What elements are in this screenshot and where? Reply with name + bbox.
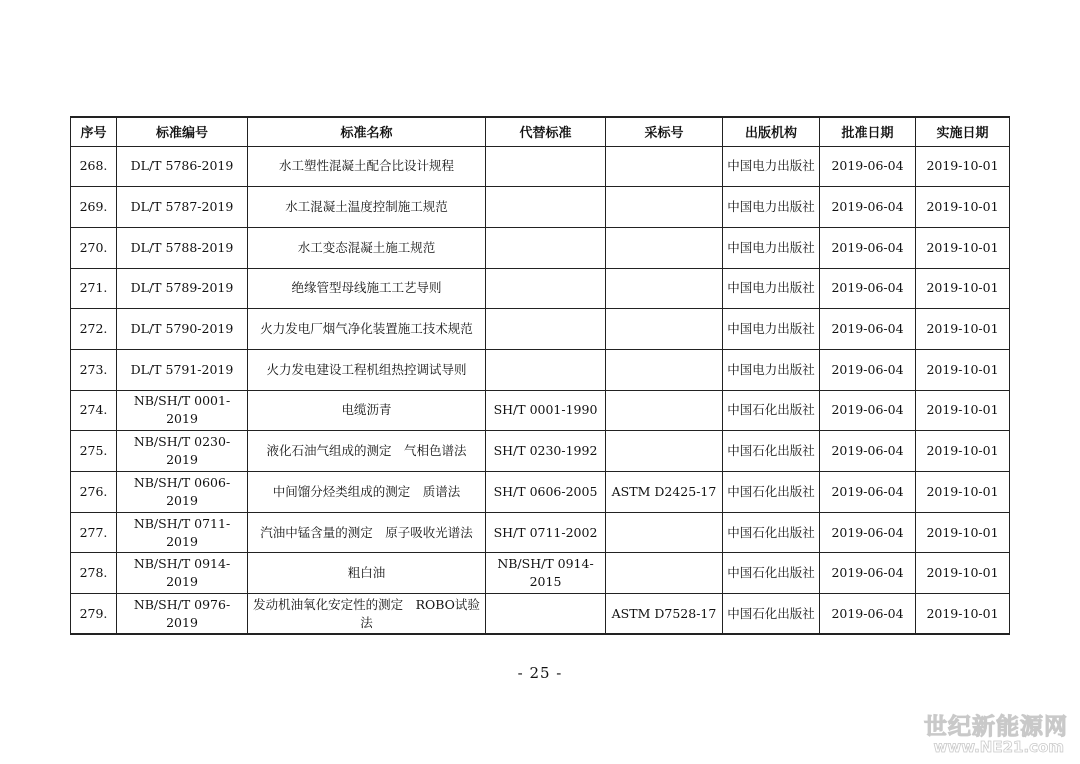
cell-serial: 279. — [71, 594, 117, 635]
watermark-logo — [910, 708, 1068, 756]
cell-code: DL/T 5786-2019 — [117, 146, 248, 187]
cell-effective: 2019-10-01 — [916, 309, 1010, 350]
table-row — [71, 594, 1010, 635]
cell-name: 水工混凝土温度控制施工规范 — [248, 187, 486, 228]
cell-effective: 2019-10-01 — [916, 431, 1010, 472]
cell-code: DL/T 5791-2019 — [117, 349, 248, 390]
cell-approved: 2019-06-04 — [820, 187, 916, 228]
cell-adopted — [606, 512, 723, 553]
cell-approved: 2019-06-04 — [820, 268, 916, 309]
cell-publisher: 中国石化出版社 — [723, 512, 820, 553]
cell-name: 水工变态混凝土施工规范 — [248, 227, 486, 268]
cell-effective: 2019-10-01 — [916, 268, 1010, 309]
table-row — [71, 472, 1010, 513]
cell-effective: 2019-10-01 — [916, 146, 1010, 187]
cell-code: NB/SH/T 0976-2019 — [117, 594, 248, 635]
cell-approved: 2019-06-04 — [820, 512, 916, 553]
cell-adopted — [606, 553, 723, 594]
table-row — [71, 431, 1010, 472]
table-header-row — [71, 117, 1010, 146]
cell-adopted: ASTM D2425-17 — [606, 472, 723, 513]
cell-name: 电缆沥青 — [248, 390, 486, 431]
cell-serial: 271. — [71, 268, 117, 309]
cell-approved: 2019-06-04 — [820, 227, 916, 268]
cell-replaces: SH/T 0001-1990 — [486, 390, 606, 431]
cell-publisher: 中国电力出版社 — [723, 309, 820, 350]
cell-publisher: 中国石化出版社 — [723, 553, 820, 594]
cell-replaces — [486, 309, 606, 350]
cell-name: 粗白油 — [248, 553, 486, 594]
cell-adopted: ASTM D7528-17 — [606, 594, 723, 635]
cell-publisher: 中国电力出版社 — [723, 146, 820, 187]
cell-code: DL/T 5789-2019 — [117, 268, 248, 309]
cell-publisher: 中国电力出版社 — [723, 187, 820, 228]
cell-approved: 2019-06-04 — [820, 431, 916, 472]
cell-name: 火力发电厂烟气净化装置施工技术规范 — [248, 309, 486, 350]
table-row — [71, 227, 1010, 268]
cell-name: 火力发电建设工程机组热控调试导则 — [248, 349, 486, 390]
cell-publisher: 中国电力出版社 — [723, 268, 820, 309]
cell-approved: 2019-06-04 — [820, 553, 916, 594]
table-row — [71, 187, 1010, 228]
cell-publisher: 中国电力出版社 — [723, 349, 820, 390]
standards-table — [70, 116, 1010, 635]
cell-publisher: 中国石化出版社 — [723, 431, 820, 472]
cell-approved: 2019-06-04 — [820, 390, 916, 431]
cell-name: 绝缘管型母线施工工艺导则 — [248, 268, 486, 309]
cell-serial: 274. — [71, 390, 117, 431]
header-code: 标准编号 — [117, 117, 248, 146]
cell-replaces: SH/T 0230-1992 — [486, 431, 606, 472]
header-approved: 批准日期 — [820, 117, 916, 146]
cell-serial: 273. — [71, 349, 117, 390]
cell-replaces: NB/SH/T 0914-2015 — [486, 553, 606, 594]
table-row — [71, 349, 1010, 390]
cell-serial: 276. — [71, 472, 117, 513]
watermark-url: www.NE21.com — [933, 738, 1064, 756]
cell-replaces: SH/T 0606-2005 — [486, 472, 606, 513]
cell-code: DL/T 5787-2019 — [117, 187, 248, 228]
cell-adopted — [606, 268, 723, 309]
cell-replaces — [486, 594, 606, 635]
cell-approved: 2019-06-04 — [820, 472, 916, 513]
table-row — [71, 309, 1010, 350]
cell-name: 发动机油氧化安定性的测定 ROBO试验法 — [248, 594, 486, 635]
cell-approved: 2019-06-04 — [820, 146, 916, 187]
cell-adopted — [606, 309, 723, 350]
table-row — [71, 146, 1010, 187]
cell-adopted — [606, 146, 723, 187]
cell-replaces — [486, 227, 606, 268]
cell-effective: 2019-10-01 — [916, 227, 1010, 268]
cell-serial: 268. — [71, 146, 117, 187]
cell-code: DL/T 5788-2019 — [117, 227, 248, 268]
cell-approved: 2019-06-04 — [820, 349, 916, 390]
cell-adopted — [606, 431, 723, 472]
header-replaces: 代替标准 — [486, 117, 606, 146]
table-row — [71, 553, 1010, 594]
cell-serial: 278. — [71, 553, 117, 594]
cell-replaces — [486, 349, 606, 390]
cell-code: DL/T 5790-2019 — [117, 309, 248, 350]
cell-serial: 275. — [71, 431, 117, 472]
cell-publisher: 中国石化出版社 — [723, 390, 820, 431]
header-serial: 序号 — [71, 117, 117, 146]
header-name: 标准名称 — [248, 117, 486, 146]
cell-code: NB/SH/T 0230-2019 — [117, 431, 248, 472]
cell-adopted — [606, 187, 723, 228]
cell-approved: 2019-06-04 — [820, 594, 916, 635]
watermark-title: 世纪新能源网 — [924, 714, 1068, 740]
cell-serial: 270. — [71, 227, 117, 268]
table-row — [71, 390, 1010, 431]
cell-adopted — [606, 349, 723, 390]
cell-code: NB/SH/T 0001-2019 — [117, 390, 248, 431]
cell-effective: 2019-10-01 — [916, 553, 1010, 594]
cell-publisher: 中国石化出版社 — [723, 594, 820, 635]
cell-serial: 272. — [71, 309, 117, 350]
header-adopted: 采标号 — [606, 117, 723, 146]
cell-replaces — [486, 146, 606, 187]
cell-name: 水工塑性混凝土配合比设计规程 — [248, 146, 486, 187]
cell-adopted — [606, 227, 723, 268]
cell-name: 液化石油气组成的测定 气相色谱法 — [248, 431, 486, 472]
header-effective: 实施日期 — [916, 117, 1010, 146]
cell-serial: 269. — [71, 187, 117, 228]
cell-effective: 2019-10-01 — [916, 512, 1010, 553]
cell-effective: 2019-10-01 — [916, 390, 1010, 431]
cell-code: NB/SH/T 0711-2019 — [117, 512, 248, 553]
cell-replaces — [486, 187, 606, 228]
cell-name: 汽油中锰含量的测定 原子吸收光谱法 — [248, 512, 486, 553]
table-body — [71, 146, 1010, 634]
header-publisher: 出版机构 — [723, 117, 820, 146]
cell-effective: 2019-10-01 — [916, 472, 1010, 513]
cell-effective: 2019-10-01 — [916, 187, 1010, 228]
cell-replaces — [486, 268, 606, 309]
cell-code: NB/SH/T 0914-2019 — [117, 553, 248, 594]
table-row — [71, 268, 1010, 309]
cell-adopted — [606, 390, 723, 431]
cell-publisher: 中国石化出版社 — [723, 472, 820, 513]
cell-replaces: SH/T 0711-2002 — [486, 512, 606, 553]
cell-publisher: 中国电力出版社 — [723, 227, 820, 268]
cell-effective: 2019-10-01 — [916, 349, 1010, 390]
table-row — [71, 512, 1010, 553]
cell-name: 中间馏分烃类组成的测定 质谱法 — [248, 472, 486, 513]
cell-code: NB/SH/T 0606-2019 — [117, 472, 248, 513]
page-number: - 25 - — [517, 664, 563, 682]
cell-approved: 2019-06-04 — [820, 309, 916, 350]
cell-effective: 2019-10-01 — [916, 594, 1010, 635]
cell-serial: 277. — [71, 512, 117, 553]
